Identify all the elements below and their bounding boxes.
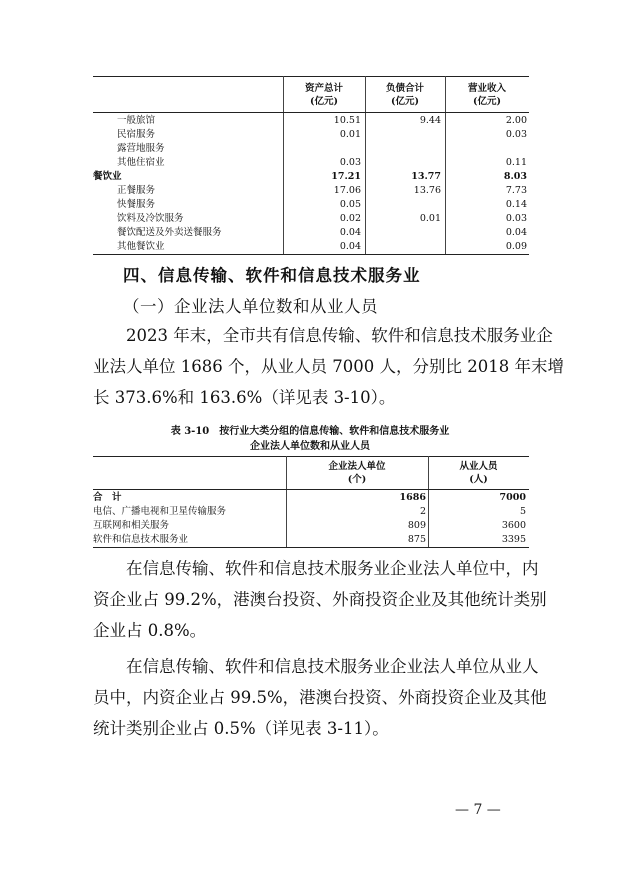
paragraph-employees-ownership: 在信息传输、软件和信息技术服务业企业法人单位从业人 员中，内资企业占 99.5%，港澳台投资、外商投资企业及其他 统计类别企业占 0.5%（详见表 3-11）。	[93, 657, 547, 738]
table-row: 其他住宿业 0.03 0.11	[117, 157, 527, 168]
table-top-rule	[93, 76, 529, 77]
header-bottom-rule	[93, 112, 529, 113]
header-bottom-rule	[93, 489, 529, 490]
table-row: 露营地服务	[117, 143, 165, 154]
header-liabilities: 负债合计 (亿元)	[385, 83, 424, 107]
table-caption-line1: 表 3-10 按行业大类分组的信息传输、软件和信息技术服务业	[170, 426, 450, 437]
section-heading: 四、信息传输、软件和信息技术服务业	[123, 266, 421, 285]
table-row: 快餐服务 0.05 0.14	[117, 199, 527, 210]
table-top-rule	[93, 456, 529, 457]
table-caption-line2: 企业法人单位数和从业人员	[250, 441, 370, 452]
header-revenue: 营业收入 (亿元)	[467, 83, 506, 107]
paragraph-summary: 2023 年末，全市共有信息传输、软件和信息技术服务业企 业法人单位 1686 个，从业人员 7000 人，分别比 2018 年末增 长 373.6%和 163.6%（详见表 3-10）。	[93, 326, 564, 407]
table-row-total: 合 计 1686 7000	[93, 492, 526, 503]
table-row: 其他餐饮业 0.04 0.09	[117, 241, 527, 252]
table-row: 一般旅馆 10.51 9.44 2.00	[117, 115, 527, 126]
table-bottom-rule	[93, 547, 529, 548]
table-row: 软件和信息技术服务业 875 3395	[93, 534, 526, 545]
table-row: 电信、广播电视和卫星传输服务 2 5	[93, 506, 526, 517]
header-employees: 从业人员 (人)	[459, 461, 498, 485]
table-row-subtotal: 餐饮业 17.21 13.77 8.03	[93, 171, 527, 182]
table-row: 正餐服务 17.06 13.76 7.73	[117, 185, 527, 196]
header-assets: 资产总计 (亿元)	[304, 83, 343, 107]
table-row: 饮料及冷饮服务 0.02 0.01 0.03	[117, 213, 527, 224]
table-row: 互联网和相关服务 809 3600	[93, 520, 526, 531]
table-row: 餐饮配送及外卖送餐服务 0.04 0.04	[117, 227, 527, 238]
table-row: 民宿服务 0.01 0.03	[117, 129, 527, 140]
subsection-heading: （一）企业法人单位数和从业人员	[123, 297, 378, 316]
paragraph-units-ownership: 在信息传输、软件和信息技术服务业企业法人单位中，内 资企业占 99.2%，港澳台投资、外商投资企业及其他统计类别 企业占 0.8%。	[93, 559, 547, 640]
table-bottom-rule	[93, 254, 529, 255]
page-number: — 7 —	[455, 802, 501, 818]
header-units: 企业法人单位 (个)	[328, 461, 386, 485]
